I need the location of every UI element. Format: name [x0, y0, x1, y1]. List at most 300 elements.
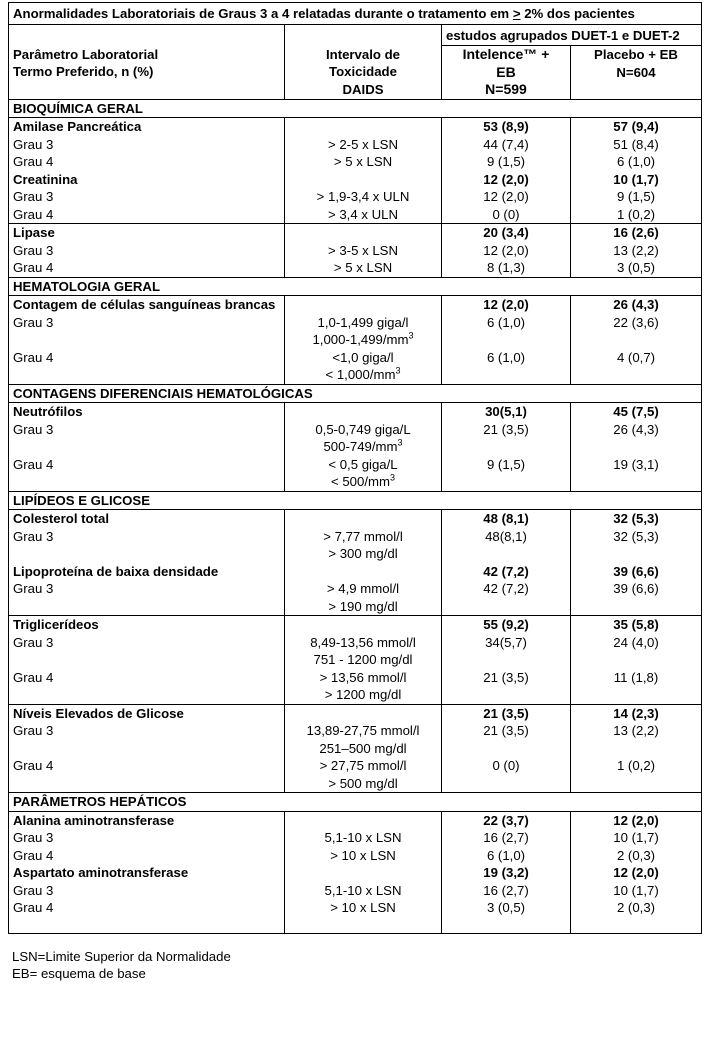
- parameter-intelence-value: 53 (8,9): [483, 119, 529, 134]
- parameter-intelence-value: 12 (2,0): [483, 297, 529, 312]
- parameter-intelence-cell: [442, 616, 571, 634]
- toxicity-interval-line: [289, 757, 437, 775]
- grade-interval-cell: [285, 421, 442, 456]
- toxicity-interval: > 4,9 mmol/l: [326, 581, 400, 596]
- grade-intelence-cell: [442, 722, 571, 757]
- parameter-placebo-cell: [571, 224, 702, 242]
- grade-label: Grau 4: [13, 206, 54, 222]
- parameter-name: Triglicerídeos: [13, 617, 99, 632]
- grade-placebo-cell: [571, 634, 702, 669]
- toxicity-interval: < 0,5 giga/L: [328, 456, 398, 472]
- toxicity-interval-line: [289, 206, 437, 224]
- parameter-name-cell: [9, 563, 285, 581]
- parameter-row: [9, 224, 702, 242]
- grade-intelence-value: 0 (0): [492, 758, 520, 773]
- section-row: [9, 491, 702, 510]
- toxicity-interval: 13,89-27,75 mmol/l: [306, 723, 420, 738]
- grade-label-cell: [9, 421, 285, 456]
- table-title: [9, 3, 702, 25]
- grade-label-cell: [9, 722, 285, 757]
- parameter-name-cell: [9, 118, 285, 136]
- toxicity-interval-line: [289, 899, 437, 917]
- grade-intelence-cell: [442, 847, 571, 865]
- table-title-part2: 2% dos pacientes: [520, 6, 635, 21]
- toxicity-interval-line: [289, 829, 437, 847]
- parameter-name-cell: [9, 296, 285, 314]
- grade-placebo-value: 11 (1,8): [613, 669, 659, 685]
- section-title: CONTAGENS DIFERENCIAIS HEMATOLÓGICAS: [13, 385, 313, 401]
- parameter-row: [9, 510, 702, 528]
- parameter-name-cell: [9, 224, 285, 242]
- toxicity-interval: > 300 mg/dl: [328, 546, 398, 561]
- grade-label-cell: [9, 528, 285, 563]
- parameter-intelence-value: 12 (2,0): [483, 171, 529, 187]
- grade-placebo-cell: [571, 669, 702, 705]
- parameter-intelence-cell: [442, 811, 571, 829]
- grade-label-cell: [9, 242, 285, 260]
- grade-placebo-cell: [571, 136, 702, 154]
- grade-row: [9, 153, 702, 171]
- grade-intelence-value: 6 (1,0): [486, 314, 526, 330]
- toxicity-interval: > 5 x LSN: [333, 154, 393, 169]
- parameter-intelence-value: 30(5,1): [485, 404, 527, 419]
- parameter-row: [9, 296, 702, 314]
- table-title-part1: Anormalidades Laboratoriais de Graus 3 a 4 relatadas durante o tratamento em: [13, 6, 513, 21]
- grade-placebo-value: 39 (6,6): [613, 581, 659, 596]
- header-interval-line2: Toxicidade: [329, 64, 397, 79]
- toxicity-interval-line: [289, 722, 437, 740]
- grade-placebo-value: 9 (1,5): [616, 189, 656, 204]
- grade-interval-cell: [285, 153, 442, 171]
- toxicity-interval: 5,1-10 x LSN: [324, 830, 402, 845]
- toxicity-interval: < 1,000/mm: [325, 367, 396, 382]
- grade-intelence-value: 34(5,7): [485, 634, 527, 650]
- grade-label: Grau 3: [13, 528, 54, 544]
- toxicity-interval-line: [289, 598, 437, 616]
- toxicity-interval-line: [289, 740, 437, 758]
- group-header: [442, 24, 702, 46]
- grade-placebo-value: 2 (0,3): [616, 900, 656, 915]
- grade-label: Grau 4: [13, 900, 54, 915]
- parameter-name: Colesterol total: [13, 511, 109, 526]
- footnote-lsn: LSN=Limite Superior da Normalidade: [12, 948, 231, 964]
- parameter-row: [9, 171, 702, 189]
- parameter-intelence-value: 19 (3,2): [483, 865, 529, 880]
- parameter-placebo-value: 12 (2,0): [613, 812, 659, 828]
- grade-row: [9, 634, 702, 669]
- parameter-interval-cell: [285, 704, 442, 722]
- toxicity-interval-line: [289, 847, 437, 865]
- parameter-placebo-cell: [571, 616, 702, 634]
- parameter-placebo-value: 57 (9,4): [613, 119, 659, 134]
- parameter-placebo-value: 39 (6,6): [613, 563, 659, 579]
- group-header-text: estudos agrupados DUET-1 e DUET-2: [446, 27, 680, 43]
- grade-placebo-cell: [571, 528, 702, 563]
- grade-interval-cell: [285, 722, 442, 757]
- grade-intelence-cell: [442, 206, 571, 224]
- lab-abnormalities-table: [8, 2, 702, 934]
- toxicity-interval: > 13,56 mmol/l: [319, 669, 407, 685]
- parameter-interval-cell: [285, 403, 442, 421]
- parameter-name-cell: [9, 864, 285, 882]
- grade-row: [9, 456, 702, 492]
- toxicity-interval: 8,49-13,56 mmol/l: [310, 634, 416, 650]
- grade-label: Grau 4: [13, 847, 54, 863]
- grade-intelence-value: 0 (0): [492, 206, 520, 222]
- parameter-name: Lipoproteína de baixa densidade: [13, 563, 219, 579]
- parameter-name: Creatinina: [13, 171, 78, 187]
- grade-placebo-value: 24 (4,0): [613, 634, 659, 650]
- grade-interval-cell: [285, 669, 442, 705]
- grade-row: [9, 349, 702, 385]
- grade-intelence-value: 3 (0,5): [486, 900, 526, 915]
- grade-placebo-cell: [571, 259, 702, 277]
- parameter-interval-cell: [285, 563, 442, 581]
- header-interval-line3: DAIDS: [342, 81, 384, 97]
- header-intelence-line1: Intelence™ +: [462, 46, 550, 62]
- grade-intelence-value: 16 (2,7): [483, 882, 529, 898]
- parameter-placebo-cell: [571, 118, 702, 136]
- grade-placebo-cell: [571, 757, 702, 793]
- grade-intelence-cell: [442, 456, 571, 492]
- grade-label: Grau 3: [13, 723, 54, 738]
- grade-intelence-value: 12 (2,0): [483, 189, 529, 204]
- parameter-name: Aspartato aminotransferase: [13, 865, 189, 880]
- grade-placebo-value: 1 (0,2): [616, 758, 656, 773]
- grade-label: Grau 4: [13, 758, 54, 773]
- grade-intelence-value: 12 (2,0): [483, 242, 529, 258]
- column-header-placebo: [571, 46, 702, 100]
- grade-interval-cell: [285, 580, 442, 616]
- grade-label-cell: [9, 136, 285, 154]
- section-title: BIOQUÍMICA GERAL: [13, 100, 143, 116]
- grade-placebo-cell: [571, 899, 702, 933]
- grade-intelence-cell: [442, 829, 571, 847]
- toxicity-interval-line: [289, 136, 437, 154]
- grade-row: [9, 314, 702, 349]
- grade-label: Grau 3: [13, 421, 54, 437]
- parameter-interval-cell: [285, 296, 442, 314]
- grade-placebo-value: 6 (1,0): [616, 154, 656, 169]
- toxicity-interval-line: [289, 686, 437, 704]
- parameter-placebo-value: 32 (5,3): [613, 511, 659, 526]
- parameter-placebo-cell: [571, 811, 702, 829]
- header-intelence-line3: N=599: [485, 81, 527, 97]
- column-header-interval: [285, 46, 442, 100]
- parameter-intelence-value: 48 (8,1): [483, 511, 529, 526]
- grade-placebo-cell: [571, 456, 702, 492]
- toxicity-interval-line: [289, 882, 437, 900]
- grade-intelence-value: 21 (3,5): [483, 421, 529, 437]
- section-row: [9, 99, 702, 118]
- parameter-intelence-cell: [442, 224, 571, 242]
- grade-label: Grau 3: [13, 830, 54, 845]
- parameter-row: [9, 616, 702, 634]
- grade-interval-cell: [285, 829, 442, 847]
- parameter-name: Níveis Elevados de Glicose: [13, 705, 184, 721]
- grade-label: Grau 3: [13, 634, 54, 650]
- parameter-intelence-value: 22 (3,7): [483, 812, 529, 828]
- grade-label-cell: [9, 349, 285, 385]
- section-title: LIPÍDEOS E GLICOSE: [13, 492, 151, 508]
- parameter-intelence-value: 21 (3,5): [483, 705, 529, 721]
- grade-label-cell: [9, 899, 285, 933]
- parameter-placebo-cell: [571, 704, 702, 722]
- toxicity-interval: > 3,4 x ULN: [327, 206, 398, 222]
- toxicity-interval-line: [289, 188, 437, 206]
- parameter-name-cell: [9, 704, 285, 722]
- grade-label-cell: [9, 757, 285, 793]
- toxicity-interval: > 1200 mg/dl: [324, 687, 402, 702]
- grade-row: [9, 421, 702, 456]
- grade-label-cell: [9, 847, 285, 865]
- section-header: [9, 491, 702, 510]
- section-header: [9, 99, 702, 118]
- grade-interval-cell: [285, 634, 442, 669]
- header-interval-line1: Intervalo de: [325, 46, 401, 62]
- grade-placebo-value: 10 (1,7): [613, 882, 659, 898]
- toxicity-interval-line: [289, 153, 437, 171]
- parameter-name: Alanina aminotransferase: [13, 812, 175, 828]
- toxicity-interval: < 500/mm: [330, 474, 390, 489]
- grade-row: [9, 722, 702, 757]
- grade-placebo-value: 10 (1,7): [613, 830, 659, 845]
- toxicity-interval-line: [289, 669, 437, 687]
- grade-intelence-cell: [442, 242, 571, 260]
- parameter-placebo-value: 14 (2,3): [613, 705, 659, 721]
- toxicity-interval-line: [289, 580, 437, 598]
- header-placebo-line1: Placebo + EB: [594, 47, 678, 62]
- grade-placebo-cell: [571, 314, 702, 349]
- parameter-intelence-cell: [442, 864, 571, 882]
- grade-row: [9, 242, 702, 260]
- toxicity-interval-line: [289, 528, 437, 546]
- parameter-placebo-cell: [571, 563, 702, 581]
- grade-interval-cell: [285, 259, 442, 277]
- parameter-intelence-cell: [442, 510, 571, 528]
- grade-label-cell: [9, 206, 285, 224]
- section-row: [9, 793, 702, 812]
- grade-row: [9, 829, 702, 847]
- footnote-eb: EB= esquema de base: [12, 966, 146, 981]
- parameter-interval-cell: [285, 616, 442, 634]
- toxicity-interval: > 500 mg/dl: [328, 775, 398, 791]
- grade-label: Grau 3: [13, 314, 54, 330]
- grade-label-cell: [9, 829, 285, 847]
- parameter-intelence-value: 42 (7,2): [483, 563, 529, 579]
- grade-placebo-cell: [571, 349, 702, 385]
- column-header-parameter: [9, 46, 285, 100]
- toxicity-interval-line: [289, 473, 437, 491]
- grade-placebo-value: 2 (0,3): [616, 847, 656, 863]
- grade-label-cell: [9, 882, 285, 900]
- section-header: [9, 793, 702, 812]
- parameter-intelence-cell: [442, 296, 571, 314]
- grade-interval-cell: [285, 349, 442, 385]
- grade-intelence-cell: [442, 259, 571, 277]
- parameter-placebo-cell: [571, 510, 702, 528]
- parameter-intelence-value: 20 (3,4): [483, 225, 529, 240]
- parameter-placebo-value: 45 (7,5): [613, 404, 659, 419]
- grade-placebo-value: 51 (8,4): [613, 136, 659, 152]
- grade-intelence-value: 21 (3,5): [483, 669, 529, 685]
- parameter-row: [9, 563, 702, 581]
- toxicity-interval: > 5 x LSN: [333, 260, 393, 275]
- grade-row: [9, 528, 702, 563]
- grade-row: [9, 136, 702, 154]
- grade-intelence-value: 6 (1,0): [486, 349, 526, 365]
- grade-interval-cell: [285, 242, 442, 260]
- section-title: HEMATOLOGIA GERAL: [13, 278, 161, 294]
- parameter-intelence-cell: [442, 403, 571, 421]
- grade-placebo-cell: [571, 722, 702, 757]
- grade-label-cell: [9, 456, 285, 492]
- grade-label-cell: [9, 580, 285, 616]
- greater-equal-symbol: >: [512, 6, 521, 21]
- toxicity-interval-line: [289, 421, 437, 439]
- parameter-row: [9, 811, 702, 829]
- superscript-three: 3: [390, 472, 396, 483]
- grade-intelence-cell: [442, 580, 571, 616]
- grade-row: [9, 259, 702, 277]
- toxicity-interval: 751 - 1200 mg/dl: [313, 652, 413, 667]
- parameter-placebo-cell: [571, 171, 702, 189]
- parameter-interval-cell: [285, 510, 442, 528]
- parameter-interval-cell: [285, 118, 442, 136]
- grade-intelence-cell: [442, 899, 571, 933]
- toxicity-interval-line: [289, 634, 437, 652]
- grade-intelence-cell: [442, 314, 571, 349]
- toxicity-interval-line: [289, 456, 437, 474]
- grade-label: Grau 3: [13, 136, 54, 152]
- grade-placebo-value: 1 (0,2): [616, 206, 656, 222]
- superscript-three: 3: [408, 330, 414, 341]
- footnotes: [8, 948, 701, 983]
- grade-placebo-cell: [571, 206, 702, 224]
- grade-placebo-cell: [571, 421, 702, 456]
- grade-placebo-cell: [571, 829, 702, 847]
- parameter-interval-cell: [285, 811, 442, 829]
- parameter-name: Contagem de células sanguíneas brancas: [13, 297, 276, 312]
- toxicity-interval: > 190 mg/dl: [328, 598, 398, 614]
- grade-placebo-value: 13 (2,2): [613, 723, 659, 738]
- parameter-placebo-cell: [571, 403, 702, 421]
- grade-placebo-value: 13 (2,2): [613, 242, 659, 258]
- grade-intelence-cell: [442, 136, 571, 154]
- toxicity-interval: 1,0-1,499 giga/l: [317, 314, 409, 330]
- grade-intelence-value: 48(8,1): [485, 528, 527, 544]
- grade-interval-cell: [285, 206, 442, 224]
- grade-label-cell: [9, 188, 285, 206]
- grade-label: Grau 3: [13, 242, 54, 258]
- section-header: [9, 384, 702, 403]
- parameter-intelence-cell: [442, 704, 571, 722]
- grade-placebo-value: 22 (3,6): [613, 314, 659, 330]
- grade-intelence-cell: [442, 882, 571, 900]
- grade-placebo-cell: [571, 188, 702, 206]
- parameter-row: [9, 118, 702, 136]
- parameter-intelence-cell: [442, 118, 571, 136]
- toxicity-interval: > 27,75 mmol/l: [319, 758, 407, 773]
- toxicity-interval: 251–500 mg/dl: [319, 740, 407, 756]
- parameter-placebo-cell: [571, 296, 702, 314]
- grade-intelence-value: 16 (2,7): [483, 830, 529, 845]
- parameter-row: [9, 403, 702, 421]
- grade-label: Grau 4: [13, 154, 54, 169]
- grade-placebo-value: 26 (4,3): [613, 421, 659, 437]
- parameter-name: Amilase Pancreática: [13, 119, 142, 134]
- grade-label: Grau 4: [13, 669, 54, 685]
- toxicity-interval: > 2-5 x LSN: [327, 136, 398, 152]
- parameter-name: Neutrófilos: [13, 404, 83, 419]
- section-header: [9, 277, 702, 296]
- parameter-name-cell: [9, 510, 285, 528]
- grade-intelence-value: 8 (1,3): [486, 260, 526, 275]
- toxicity-interval-line: [289, 349, 437, 367]
- toxicity-interval-line: [289, 366, 437, 384]
- parameter-row: [9, 864, 702, 882]
- toxicity-interval: > 1,9-3,4 x ULN: [316, 189, 410, 204]
- parameter-placebo-value: 10 (1,7): [613, 171, 659, 187]
- grade-label: Grau 3: [13, 189, 54, 204]
- header-intelence-line2: EB: [496, 63, 516, 80]
- grade-interval-cell: [285, 882, 442, 900]
- toxicity-interval: 5,1-10 x LSN: [324, 882, 402, 898]
- grade-intelence-cell: [442, 421, 571, 456]
- grade-intelence-value: 9 (1,5): [486, 456, 526, 472]
- grade-intelence-value: 6 (1,0): [486, 847, 526, 863]
- grade-label: Grau 4: [13, 349, 54, 365]
- grade-interval-cell: [285, 456, 442, 492]
- grade-intelence-cell: [442, 669, 571, 705]
- grade-label-cell: [9, 669, 285, 705]
- toxicity-interval-line: [289, 438, 437, 456]
- grade-intelence-cell: [442, 349, 571, 385]
- toxicity-interval-line: [289, 545, 437, 563]
- grade-placebo-cell: [571, 242, 702, 260]
- grade-interval-cell: [285, 899, 442, 933]
- grade-row: [9, 206, 702, 224]
- parameter-name-cell: [9, 171, 285, 189]
- grade-label-cell: [9, 634, 285, 669]
- parameter-name-cell: [9, 616, 285, 634]
- grade-row: [9, 847, 702, 865]
- header-param-line2: Termo Preferido, n (%): [13, 64, 154, 79]
- toxicity-interval-line: [289, 259, 437, 277]
- grade-placebo-value: 4 (0,7): [616, 349, 656, 365]
- section-row: [9, 277, 702, 296]
- grade-intelence-cell: [442, 528, 571, 563]
- toxicity-interval-line: [289, 314, 437, 332]
- header-blank: [9, 24, 285, 46]
- section-title: PARÂMETROS HEPÁTICOS: [13, 794, 187, 809]
- grade-intelence-cell: [442, 634, 571, 669]
- superscript-three: 3: [397, 437, 403, 448]
- grade-interval-cell: [285, 847, 442, 865]
- parameter-name: Lipase: [13, 225, 55, 240]
- grade-intelence-value: 21 (3,5): [483, 723, 529, 738]
- grade-intelence-cell: [442, 188, 571, 206]
- toxicity-interval: 500-749/mm: [323, 439, 398, 454]
- toxicity-interval: <1,0 giga/l: [332, 349, 394, 365]
- grade-row: [9, 882, 702, 900]
- grade-label: Grau 4: [13, 260, 54, 275]
- toxicity-interval: > 10 x LSN: [330, 900, 396, 915]
- grade-row: [9, 757, 702, 793]
- toxicity-interval-line: [289, 651, 437, 669]
- grade-intelence-value: 44 (7,4): [483, 136, 529, 152]
- grade-label-cell: [9, 314, 285, 349]
